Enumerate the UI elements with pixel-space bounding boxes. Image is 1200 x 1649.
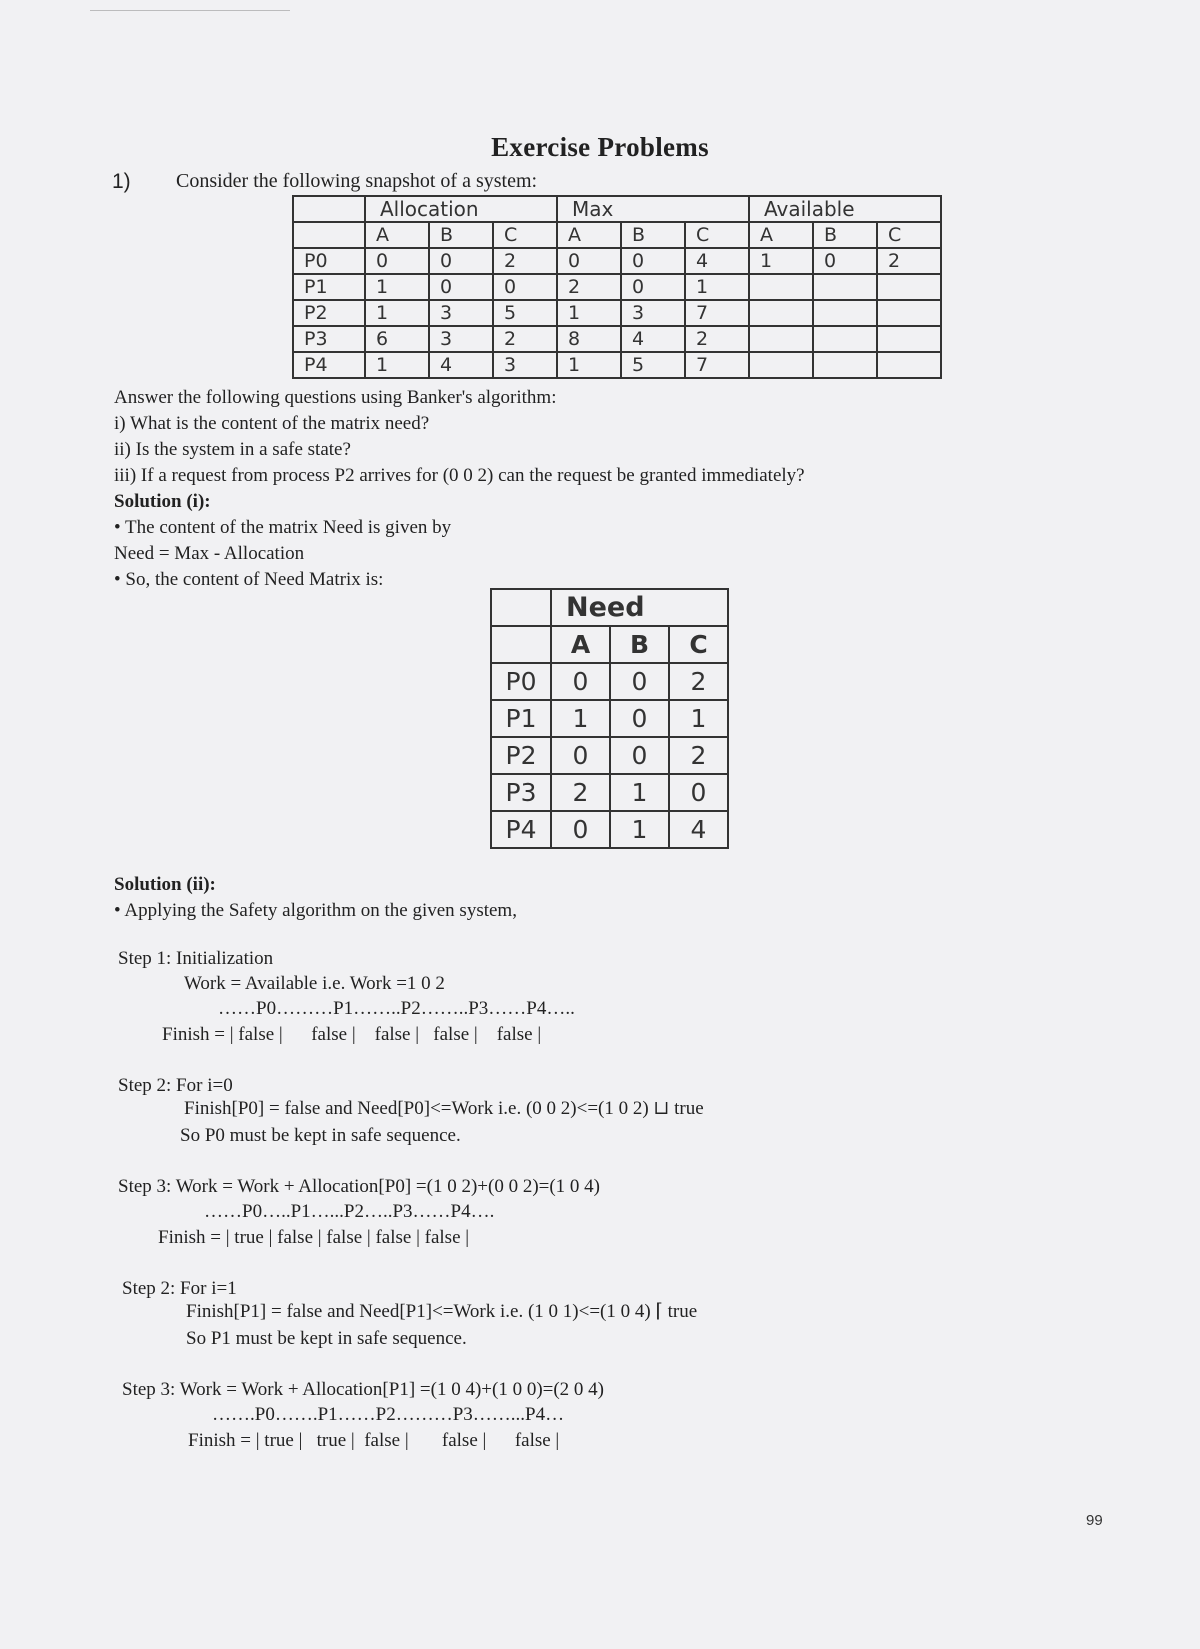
need-subheader-row xyxy=(491,626,728,663)
table-cell: 6 xyxy=(365,326,429,352)
solution-i-heading: Solution (i): xyxy=(114,491,211,512)
step1-title: Step 1: Initialization xyxy=(118,948,274,969)
subheader-cell: B xyxy=(621,222,685,248)
solution-i-line2: Need = Max - Allocation xyxy=(114,543,305,564)
corner-cell xyxy=(293,196,365,222)
table-cell: 3 xyxy=(493,352,557,378)
table-cell: 1 xyxy=(557,352,621,378)
table-row xyxy=(293,300,941,326)
table-row xyxy=(491,700,728,737)
table-cell: 0 xyxy=(551,737,610,774)
step3b-finish: Finish = | true | true | false | false | false | xyxy=(188,1430,560,1451)
table-cell: 1 xyxy=(610,774,669,811)
subheader-cell: A xyxy=(749,222,813,248)
snapshot-subheader-row xyxy=(293,222,941,248)
table-cell: 4 xyxy=(429,352,493,378)
table-cell xyxy=(877,274,941,300)
table-cell: 0 xyxy=(493,274,557,300)
table-row xyxy=(491,737,728,774)
table-cell: 2 xyxy=(551,774,610,811)
process-name: P0 xyxy=(491,663,551,700)
table-cell: 0 xyxy=(669,774,728,811)
table-row xyxy=(293,352,941,378)
step2b-line1: Finish[P1] = false and Need[P1]<=Work i.e. (1 0 1)<=(1 0 4) ⌈ true xyxy=(186,1301,698,1322)
table-cell: 0 xyxy=(610,700,669,737)
group-header-max: Max xyxy=(557,196,749,222)
questions-lead: Answer the following questions using Banker's algorithm: xyxy=(114,387,557,408)
group-header-available: Available xyxy=(749,196,941,222)
step2a-line2: So P0 must be kept in safe sequence. xyxy=(180,1125,461,1146)
table-cell: 2 xyxy=(493,326,557,352)
process-name: P1 xyxy=(293,274,365,300)
table-cell: 2 xyxy=(493,248,557,274)
table-cell: 2 xyxy=(669,663,728,700)
table-cell: 4 xyxy=(621,326,685,352)
question-i: i) What is the content of the matrix need? xyxy=(114,413,430,434)
table-cell xyxy=(813,274,877,300)
table-cell: 1 xyxy=(557,300,621,326)
table-cell: 2 xyxy=(669,737,728,774)
table-cell xyxy=(877,300,941,326)
question-ii: ii) Is the system in a safe state? xyxy=(114,439,351,460)
solution-i-line3: • So, the content of Need Matrix is: xyxy=(114,569,384,590)
table-cell: 1 xyxy=(749,248,813,274)
table-row xyxy=(293,248,941,274)
step2a-title: Step 2: For i=0 xyxy=(118,1075,233,1096)
page-number: 99 xyxy=(1086,1512,1103,1529)
step2a-line1: Finish[P0] = false and Need[P0]<=Work i.e. (0 0 2)<=(1 0 2) ⊔ true xyxy=(184,1098,704,1119)
table-cell: 2 xyxy=(685,326,749,352)
table-cell xyxy=(877,352,941,378)
table-cell: 5 xyxy=(621,352,685,378)
table-cell: 0 xyxy=(610,663,669,700)
snapshot-group-row xyxy=(293,196,941,222)
table-cell: 1 xyxy=(669,700,728,737)
corner-cell xyxy=(293,222,365,248)
process-name: P2 xyxy=(491,737,551,774)
subheader-cell: C xyxy=(669,626,728,663)
question-intro: Consider the following snapshot of a system: xyxy=(176,170,538,192)
step1-finish: Finish = | false | false | false | false | false | xyxy=(162,1024,542,1045)
page-title: Exercise Problems xyxy=(491,132,709,162)
table-cell: 3 xyxy=(429,300,493,326)
table-cell: 3 xyxy=(621,300,685,326)
step3a-title: Step 3: Work = Work + Allocation[P0] =(1 0 2)+(0 0 2)=(1 0 4) xyxy=(118,1176,601,1197)
table-cell xyxy=(813,326,877,352)
table-cell: 7 xyxy=(685,352,749,378)
table-cell: 0 xyxy=(551,663,610,700)
table-cell: 0 xyxy=(621,248,685,274)
subheader-cell: C xyxy=(877,222,941,248)
table-cell xyxy=(813,300,877,326)
table-cell: 1 xyxy=(551,700,610,737)
table-cell: 0 xyxy=(813,248,877,274)
process-name: P3 xyxy=(293,326,365,352)
table-cell xyxy=(749,326,813,352)
questions-block xyxy=(114,385,805,593)
table-cell: 1 xyxy=(685,274,749,300)
question-iii: iii) If a request from process P2 arrives for (0 0 2) can the request be granted immediately? xyxy=(114,465,805,486)
step1-procs: ……P0………P1……..P2……..P3……P4….. xyxy=(218,998,575,1019)
need-header-row xyxy=(491,589,728,626)
corner-cell xyxy=(491,589,551,626)
subheader-cell: A xyxy=(557,222,621,248)
need-header: Need xyxy=(551,589,728,626)
snapshot-table xyxy=(292,195,942,379)
table-cell: 0 xyxy=(429,274,493,300)
subheader-cell: C xyxy=(493,222,557,248)
solution-ii-heading: Solution (ii): xyxy=(114,874,216,895)
table-cell: 0 xyxy=(429,248,493,274)
table-row xyxy=(293,326,941,352)
table-cell: 8 xyxy=(557,326,621,352)
table-cell: 1 xyxy=(365,274,429,300)
table-cell: 1 xyxy=(610,811,669,848)
table-row xyxy=(293,274,941,300)
step2b-line2: So P1 must be kept in safe sequence. xyxy=(186,1328,467,1349)
process-name: P2 xyxy=(293,300,365,326)
subheader-cell: C xyxy=(685,222,749,248)
table-cell: 4 xyxy=(669,811,728,848)
table-cell: 0 xyxy=(557,248,621,274)
subheader-cell: B xyxy=(429,222,493,248)
process-name: P4 xyxy=(293,352,365,378)
subheader-cell: A xyxy=(551,626,610,663)
group-header-allocation: Allocation xyxy=(365,196,557,222)
corner-cell xyxy=(491,626,551,663)
table-cell: 0 xyxy=(365,248,429,274)
process-name: P3 xyxy=(491,774,551,811)
solution-i-line1: • The content of the matrix Need is given by xyxy=(114,517,452,538)
solution-ii-block xyxy=(114,872,517,924)
table-row xyxy=(491,811,728,848)
table-cell xyxy=(749,274,813,300)
step3b-procs: …….P0…….P1……P2………P3……...P4… xyxy=(212,1404,565,1425)
step2b-title: Step 2: For i=1 xyxy=(122,1278,237,1299)
table-cell xyxy=(877,326,941,352)
subheader-cell: B xyxy=(813,222,877,248)
table-cell: 2 xyxy=(877,248,941,274)
subheader-cell: A xyxy=(365,222,429,248)
step3b-title: Step 3: Work = Work + Allocation[P1] =(1 0 4)+(1 0 0)=(2 0 4) xyxy=(122,1379,605,1400)
table-cell: 0 xyxy=(621,274,685,300)
table-cell xyxy=(813,352,877,378)
process-name: P1 xyxy=(491,700,551,737)
table-row xyxy=(491,663,728,700)
need-table xyxy=(490,588,729,849)
process-name: P4 xyxy=(491,811,551,848)
table-cell xyxy=(749,300,813,326)
step1-work: Work = Available i.e. Work =1 0 2 xyxy=(184,973,445,994)
step3a-procs: ……P0…..P1…...P2…..P3……P4…. xyxy=(204,1201,495,1222)
table-cell: 1 xyxy=(365,300,429,326)
table-cell: 7 xyxy=(685,300,749,326)
solution-ii-line1: • Applying the Safety algorithm on the given system, xyxy=(114,900,517,921)
table-row xyxy=(491,774,728,811)
table-cell: 0 xyxy=(551,811,610,848)
step3a-finish: Finish = | true | false | false | false | false | xyxy=(158,1227,470,1248)
table-cell: 2 xyxy=(557,274,621,300)
process-name: P0 xyxy=(293,248,365,274)
table-cell xyxy=(749,352,813,378)
table-cell: 5 xyxy=(493,300,557,326)
subheader-cell: B xyxy=(610,626,669,663)
table-cell: 1 xyxy=(365,352,429,378)
table-cell: 4 xyxy=(685,248,749,274)
scan-artifact xyxy=(90,10,290,11)
table-cell: 3 xyxy=(429,326,493,352)
table-cell: 0 xyxy=(610,737,669,774)
question-number: 1) xyxy=(112,170,131,193)
